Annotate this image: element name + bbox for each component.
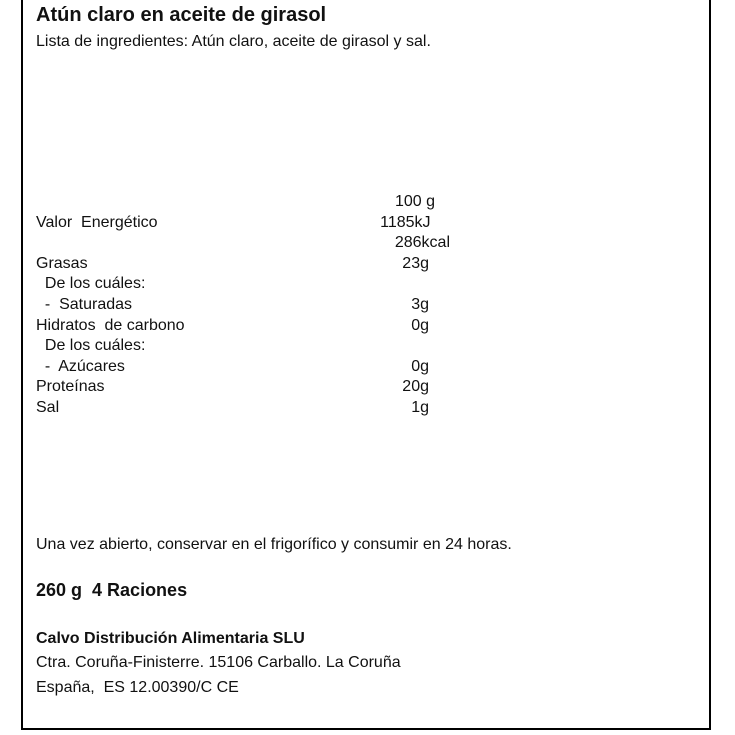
net-weight-portions: 260 g 4 Raciones bbox=[36, 580, 188, 600]
nutrition-row-carbohydrates bbox=[36, 316, 466, 337]
nutrition-row-fat-subheader bbox=[36, 274, 466, 295]
nutrition-header-row bbox=[36, 192, 466, 213]
nutrition-row-energy-kj bbox=[36, 213, 466, 234]
nutrient-name: Grasas bbox=[36, 254, 88, 272]
nutrition-row-protein bbox=[36, 377, 466, 398]
nutrient-value: 3g bbox=[411, 295, 429, 313]
nutrient-name: - Saturadas bbox=[36, 295, 133, 313]
nutrient-value: 0g bbox=[411, 316, 429, 334]
nutrient-name: Proteínas bbox=[36, 378, 105, 396]
nutrition-row-fat bbox=[36, 254, 466, 275]
nutrition-row-energy-kcal bbox=[36, 233, 466, 254]
company-name: Calvo Distribución Alimentaria SLU bbox=[36, 630, 305, 647]
nutrient-value: 1g bbox=[411, 398, 429, 416]
per-100g-header: 100 g bbox=[394, 193, 435, 210]
nutrient-name: De los cuáles: bbox=[36, 275, 146, 293]
nutrition-table bbox=[36, 192, 466, 419]
nutrition-row-carb-subheader bbox=[36, 336, 466, 357]
nutrient-value: 1185kJ bbox=[380, 213, 435, 231]
nutrient-name: - Azúcares bbox=[36, 357, 125, 375]
nutrient-name: Sal bbox=[36, 398, 60, 416]
ingredients-list: Lista de ingredientes: Atún claro, aceite de girasol y sal. bbox=[36, 33, 431, 50]
nutrient-name: Hidratos de carbono bbox=[36, 316, 185, 334]
product-title: Atún claro en aceite de girasol bbox=[36, 4, 327, 26]
nutrient-value: 20g bbox=[402, 378, 429, 396]
nutrient-value: 0g bbox=[411, 357, 429, 375]
nutrition-row-saturated bbox=[36, 295, 466, 316]
nutrient-name: De los cuáles: bbox=[36, 337, 146, 355]
company-address: Ctra. Coruña-Finisterre. 15106 Carballo. La Coruña bbox=[36, 654, 401, 671]
sanitary-registry: España, ES 12.00390/C CE bbox=[36, 679, 239, 696]
nutrition-row-salt bbox=[36, 398, 466, 419]
nutrient-value: 286kcal bbox=[394, 234, 450, 252]
nutrient-name: Valor Energético bbox=[36, 213, 158, 231]
nutrition-row-sugars bbox=[36, 357, 466, 378]
nutrient-value: 23g bbox=[402, 254, 429, 272]
storage-instructions: Una vez abierto, conservar en el frigorífico y consumir en 24 horas. bbox=[36, 536, 512, 553]
